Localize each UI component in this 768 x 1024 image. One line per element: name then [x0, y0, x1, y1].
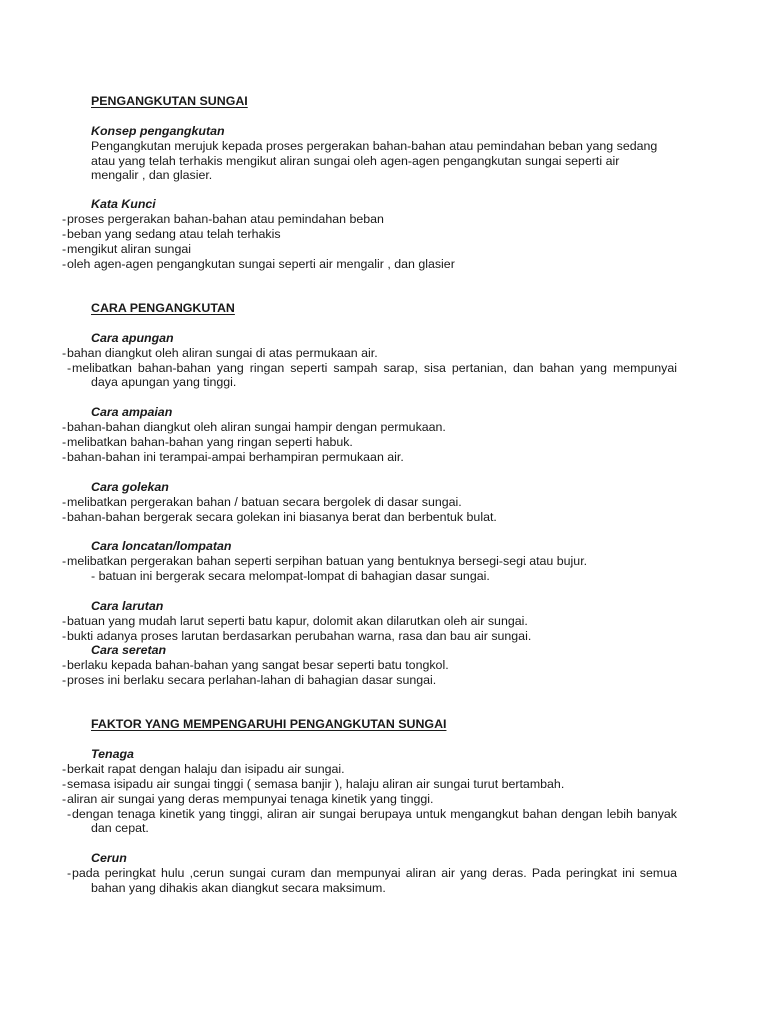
apungan-item: - melibatkan bahan-bahan yang ringan seperti sampah sarap, sisa pertanian, dan bahan yang mempunyai: [72, 361, 677, 376]
seretan-item: - berlaku kepada bahan-bahan yang sangat besar seperti batu tongkol.: [67, 658, 449, 673]
loncatan-subitem: - batuan ini bergerak secara melompat-lompat di bahagian dasar sungai.: [91, 569, 490, 583]
ampaian-item: - bahan-bahan ini terampai-ampai berhampiran permukaan air.: [67, 450, 404, 465]
subheading-larutan: Cara larutan: [91, 599, 164, 613]
heading-cara-pengangkutan: CARA PENGANGKUTAN: [91, 301, 235, 315]
subheading-golekan: Cara golekan: [91, 480, 169, 494]
tenaga-item: - aliran air sungai yang deras mempunyai tenaga kinetik yang tinggi.: [67, 792, 433, 807]
subheading-konsep: Konsep pengangkutan: [91, 124, 225, 138]
tenaga-item: - semasa isipadu air sungai tinggi ( semasa banjir ), halaju aliran air sungai turut bertambah.: [67, 777, 564, 792]
subheading-apungan: Cara apungan: [91, 331, 174, 345]
kata-kunci-item: - mengikut aliran sungai: [67, 242, 191, 257]
tenaga-item-continuation: dan cepat.: [91, 821, 149, 835]
larutan-item: - batuan yang mudah larut seperti batu kapur, dolomit akan dilarutkan oleh air sungai.: [67, 614, 528, 629]
ampaian-item: - bahan-bahan diangkut oleh aliran sungai hampir dengan permukaan.: [67, 420, 446, 435]
konsep-line-1: Pengangkutan merujuk kepada proses pergerakan bahan-bahan atau pemindahan beban yang sedang: [91, 139, 658, 153]
kata-kunci-item: - beban yang sedang atau telah terhakis: [67, 227, 281, 242]
subheading-cerun: Cerun: [91, 851, 127, 865]
golekan-item: - melibatkan pergerakan bahan / batuan secara bergolek di dasar sungai.: [67, 495, 462, 510]
konsep-line-3: mengalir , dan glasier.: [91, 168, 213, 182]
ampaian-item: - melibatkan bahan-bahan yang ringan seperti habuk.: [67, 435, 353, 450]
subheading-tenaga: Tenaga: [91, 747, 134, 761]
golekan-item: - bahan-bahan bergerak secara golekan ini biasanya berat dan berbentuk bulat.: [67, 510, 497, 525]
apungan-item-continuation: daya apungan yang tinggi.: [91, 375, 237, 389]
subheading-kata-kunci: Kata Kunci: [91, 197, 156, 211]
kata-kunci-item: - proses pergerakan bahan-bahan atau pemindahan beban: [67, 212, 384, 227]
kata-kunci-item: - oleh agen-agen pengangkutan sungai seperti air mengalir , dan glasier: [67, 257, 455, 272]
seretan-item: - proses ini berlaku secara perlahan-lahan di bahagian dasar sungai.: [67, 673, 436, 688]
tenaga-item: - berkait rapat dengan halaju dan isipadu air sungai.: [67, 762, 345, 777]
heading-faktor: FAKTOR YANG MEMPENGARUHI PENGANGKUTAN SUNGAI: [91, 717, 447, 731]
loncatan-item: - melibatkan pergerakan bahan seperti serpihan batuan yang bentuknya bersegi-segi atau bujur.: [67, 554, 587, 569]
subheading-seretan: Cara seretan: [91, 643, 167, 657]
cerun-item-continuation: bahan yang dihakis akan diangkut secara maksimum.: [91, 881, 386, 895]
larutan-item: - bukti adanya proses larutan berdasarkan perubahan warna, rasa dan bau air sungai.: [67, 629, 531, 644]
apungan-item: - bahan diangkut oleh aliran sungai di atas permukaan air.: [67, 346, 378, 361]
tenaga-item: - dengan tenaga kinetik yang tinggi, aliran air sungai berupaya untuk mengangkut bahan dengan lebih banyak: [72, 807, 677, 822]
konsep-line-2: atau yang telah terhakis mengikut aliran sungai oleh agen-agen pengangkutan sungai seperti air: [91, 154, 620, 168]
cerun-item: - pada peringkat hulu ,cerun sungai curam dan mempunyai aliran air yang deras. Pada peringkat ini semua: [72, 866, 677, 881]
subheading-loncatan: Cara loncatan/lompatan: [91, 539, 232, 553]
subheading-ampaian: Cara ampaian: [91, 405, 173, 419]
heading-pengangkutan-sungai: PENGANGKUTAN SUNGAI: [91, 94, 248, 108]
